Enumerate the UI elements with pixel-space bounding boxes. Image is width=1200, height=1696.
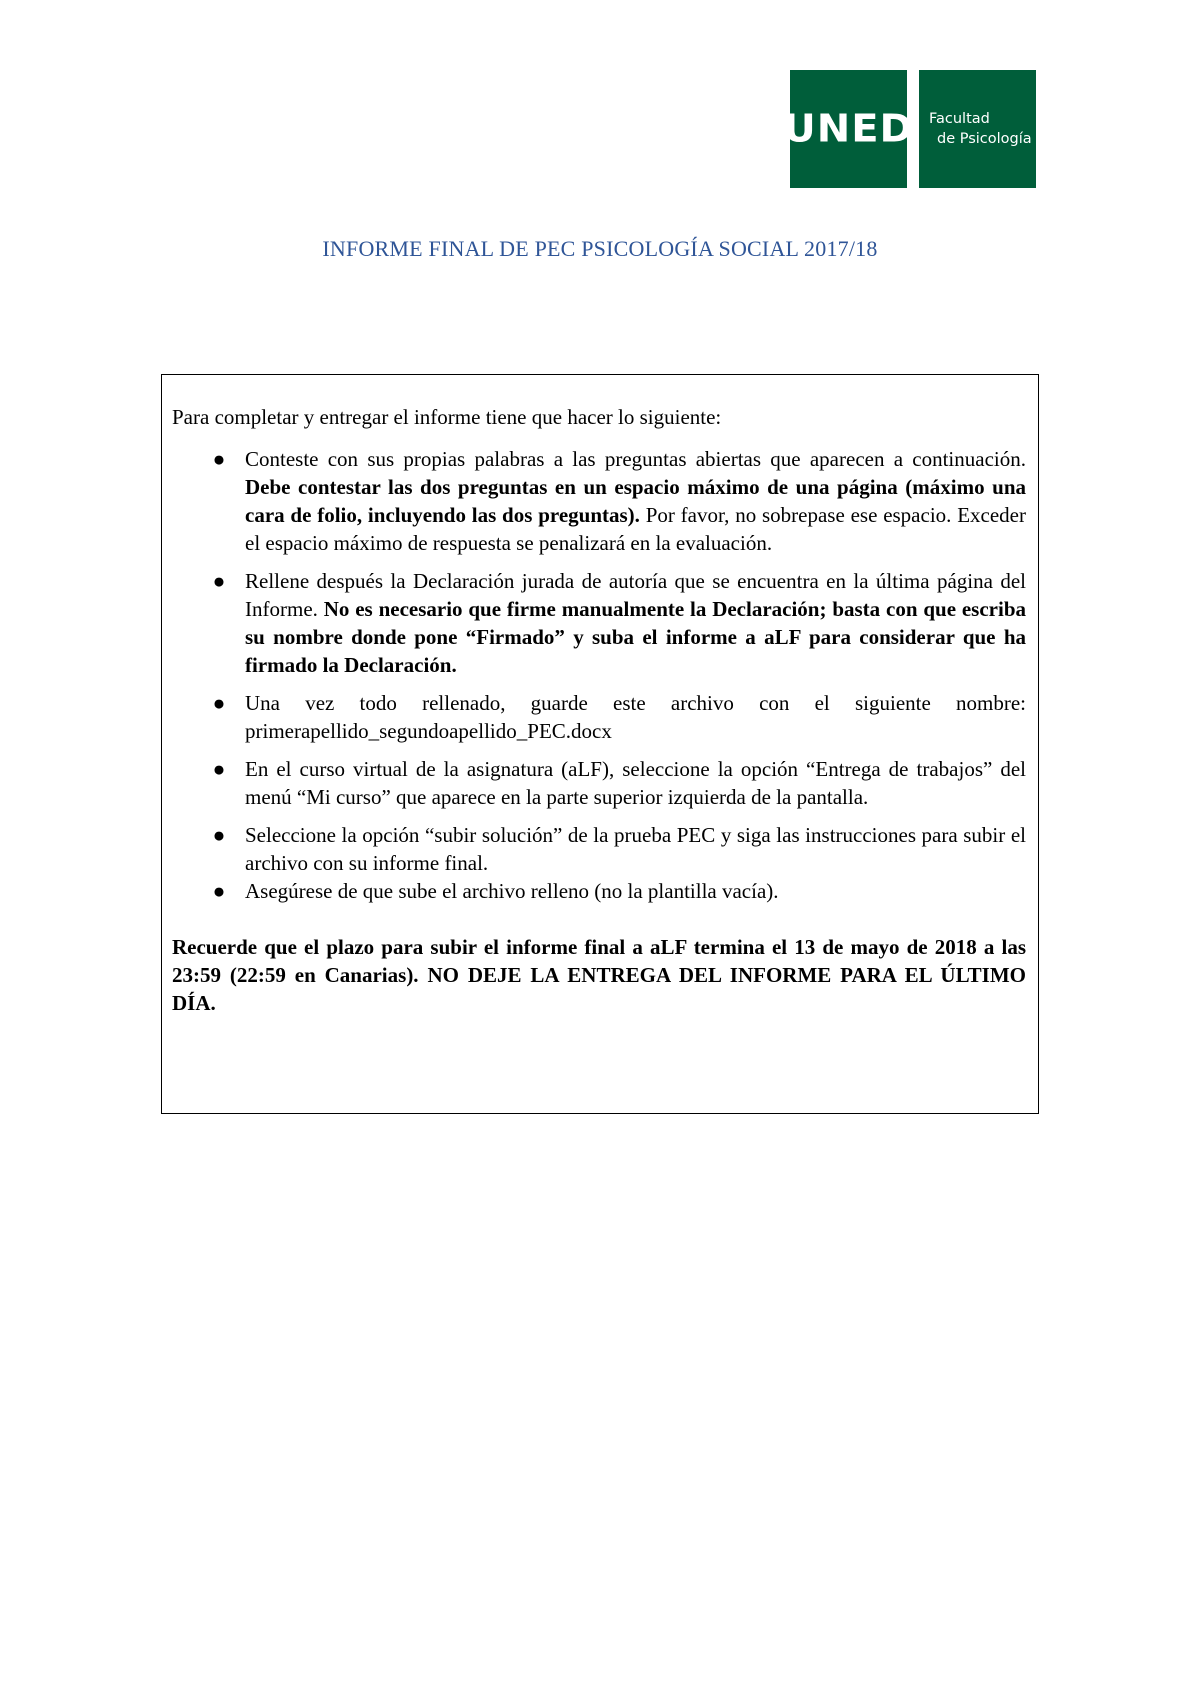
bullet-icon: ● <box>212 823 226 847</box>
instructions-box <box>161 374 1039 1114</box>
bullet-icon: ● <box>212 757 226 781</box>
step-text: Asegúrese de que sube el archivo relleno (no la plantilla vacía). <box>245 879 779 903</box>
page-title: INFORME FINAL DE PEC PSICOLOGÍA SOCIAL 2017/18 <box>322 236 878 261</box>
instructions-intro: Para completar y entregar el informe tiene que hacer lo siguiente: <box>172 405 722 429</box>
step-text: Una vez todo rellenado, guarde este archivo con el siguiente nombre: primerapellido_segundoapellido_PEC.docx <box>245 691 1026 743</box>
list-item <box>172 689 1026 745</box>
list-item <box>172 445 1026 557</box>
logo-faculty-line1: Facultad <box>929 111 990 127</box>
list-item <box>172 821 1026 877</box>
bullet-icon: ● <box>212 447 226 471</box>
list-item <box>172 877 1026 905</box>
step-text-bold: No es necesario que firme manualmente la Declaración; basta con que escriba su nombre donde pone “Firmado” y suba el informe a aLF para considerar que ha firmado la Declaración. <box>245 597 1027 677</box>
step-text: Seleccione la opción “subir solución” de la prueba PEC y siga las instrucciones para subir el archivo con su informe final. <box>245 823 1026 875</box>
step-text: En el curso virtual de la asignatura (aLF), seleccione la opción “Entrega de trabajos” del menú “Mi curso” que aparece en la parte superior izquierda de la pantalla. <box>245 757 1026 809</box>
step-text: Conteste con sus propias palabras a las preguntas abiertas que aparecen a continuación. <box>245 447 1026 471</box>
instructions-list <box>172 445 1026 905</box>
logo-wordmark: UNED <box>783 107 914 151</box>
bullet-icon: ● <box>212 691 226 715</box>
list-item <box>172 567 1026 679</box>
logo-faculty-line2: de Psicología <box>937 131 1032 147</box>
step-text: Rellene después la Declaración jurada de autoría que se encuentra en la última página del Informe. <box>245 569 1026 621</box>
bullet-icon: ● <box>212 879 226 903</box>
logo-faculty-block <box>919 70 1036 188</box>
list-item <box>172 755 1026 811</box>
step-text-bold: Debe contestar las dos preguntas en un espacio máximo de una página (máximo una cara de folio, incluyendo las dos preguntas). <box>245 475 1026 527</box>
bullet-icon: ● <box>212 569 226 593</box>
deadline-notice: Recuerde que el plazo para subir el informe final a aLF termina el 13 de mayo de 2018 a las 23:59 (22:59 en Canarias). NO DEJE LA ENTREGA DEL INFORME PARA EL ÚLTIMO DÍA. <box>172 935 1026 1015</box>
uned-logo <box>783 70 1036 188</box>
step-text: Por favor, no sobrepase ese espacio. Exceder el espacio máximo de respuesta se penalizará en la evaluación. <box>245 503 1026 555</box>
logo-wordmark-block <box>783 70 914 188</box>
